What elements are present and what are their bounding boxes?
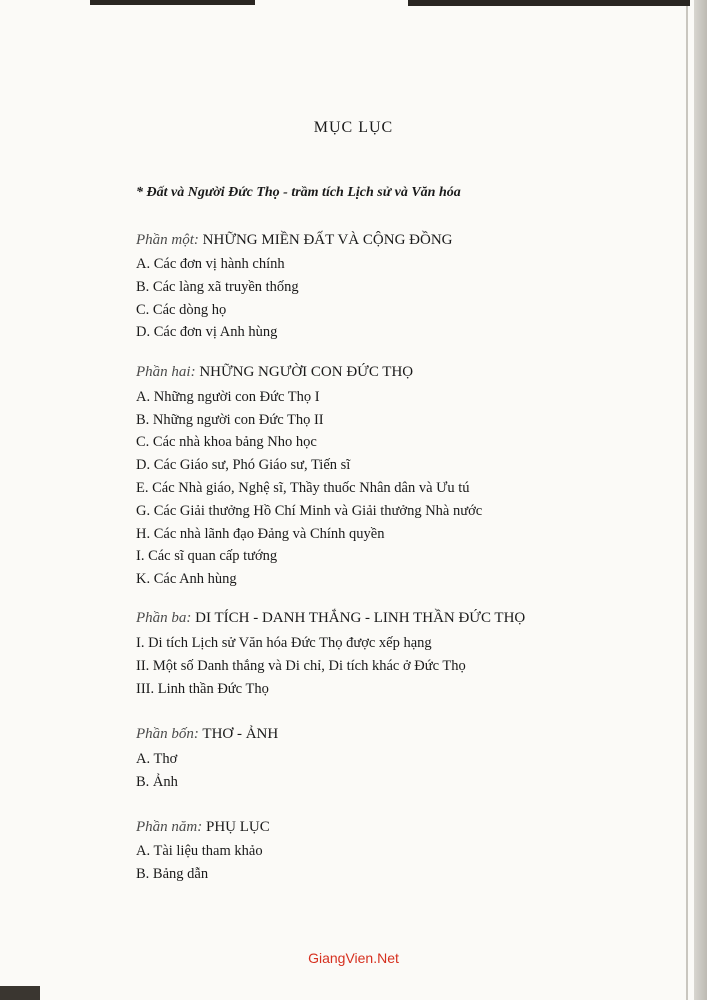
section-heading-4 <box>136 726 278 743</box>
scan-artifact-corner <box>0 986 40 1000</box>
scan-artifact-right <box>408 0 690 6</box>
page-fold-line <box>686 0 688 1000</box>
section-title: THƠ - ẢNH <box>202 726 279 742</box>
list-item: G. Các Giải thưởng Hồ Chí Minh và Giải thưởng Nhà nước <box>136 503 483 519</box>
list-item: C. Các nhà khoa bảng Nho học <box>136 434 317 450</box>
section-label: Phần ba: <box>136 610 192 626</box>
list-item: A. Những người con Đức Thọ I <box>136 389 320 405</box>
section-heading-2 <box>136 364 413 381</box>
list-item: B. Các làng xã truyền thống <box>136 279 299 295</box>
list-item: B. Ảnh <box>136 774 178 790</box>
list-item: III. Linh thần Đức Thọ <box>136 681 269 697</box>
section-heading-1 <box>136 232 453 249</box>
section-title: DI TÍCH - DANH THẮNG - LINH THẦN ĐỨC THỌ <box>195 610 526 626</box>
list-item: A. Thơ <box>136 751 178 767</box>
list-item: B. Bảng dẫn <box>136 866 209 882</box>
list-item: I. Di tích Lịch sử Văn hóa Đức Thọ được xếp hạng <box>136 635 432 651</box>
list-item: H. Các nhà lãnh đạo Đảng và Chính quyền <box>136 526 385 542</box>
section-label: Phần một: <box>136 232 199 248</box>
section-heading-5 <box>136 819 270 836</box>
section-label: Phần năm: <box>136 819 203 835</box>
list-item: D. Các đơn vị Anh hùng <box>136 324 278 340</box>
list-item: II. Một số Danh thắng và Di chỉ, Di tích khác ở Đức Thọ <box>136 658 466 674</box>
list-item: K. Các Anh hùng <box>136 571 237 587</box>
section-title: NHỮNG NGƯỜI CON ĐỨC THỌ <box>199 364 414 380</box>
section-label: Phần hai: <box>136 364 196 380</box>
list-item: A. Các đơn vị hành chính <box>136 256 285 272</box>
list-item: C. Các dòng họ <box>136 302 227 318</box>
page-edge-shadow <box>694 0 707 1000</box>
list-item: E. Các Nhà giáo, Nghệ sĩ, Thầy thuốc Nhân dân và Ưu tú <box>136 480 470 496</box>
section-heading-3 <box>136 610 525 627</box>
list-item: B. Những người con Đức Thọ II <box>136 412 324 428</box>
section-title: NHỮNG MIỀN ĐẤT VÀ CỘNG ĐỒNG <box>202 232 453 248</box>
list-item: D. Các Giáo sư, Phó Giáo sư, Tiến sĩ <box>136 457 351 473</box>
section-title: PHỤ LỤC <box>206 819 270 835</box>
list-item: I. Các sĩ quan cấp tướng <box>136 548 278 564</box>
page-title: MỤC LỤC <box>313 119 394 136</box>
scan-artifact-left <box>90 0 255 5</box>
list-item: A. Tài liệu tham khảo <box>136 843 263 859</box>
section-label: Phần bốn: <box>136 726 199 742</box>
watermark-link[interactable]: GiangVien.Net <box>308 950 399 966</box>
intro-line: * Đất và Người Đức Thọ - trầm tích Lịch sử và Văn hóa <box>136 185 461 200</box>
